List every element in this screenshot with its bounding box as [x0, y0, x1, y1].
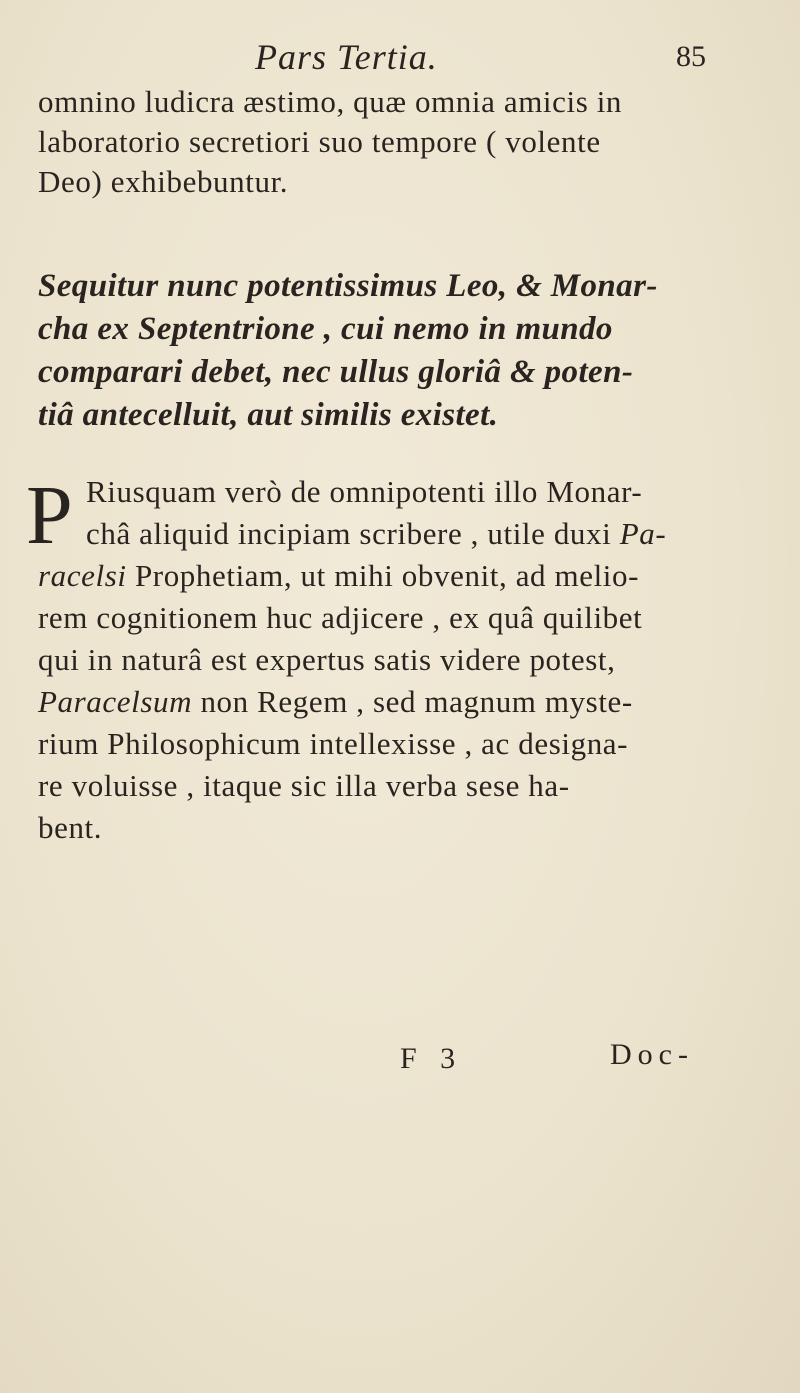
body-line-2 [86, 516, 666, 552]
section-heading-line-2: cha ex Septentrione , cui nemo in mundo [38, 311, 613, 347]
page-footer [0, 1032, 800, 1092]
drop-cap: P [26, 469, 73, 562]
intro-line-3: Deo) exhibebuntur. [38, 164, 289, 199]
body-line-6-text: non Regem , sed magnum myste- [200, 684, 633, 719]
page-number: 85 [676, 40, 706, 73]
body-line-3-italic: racelsi [38, 558, 127, 593]
page-header [0, 30, 800, 80]
section-heading-line-4: tiâ antecelluit, aut similis existet. [38, 397, 499, 433]
body-line-1: Riusquam verò de omnipotenti illo Monar- [86, 474, 643, 509]
intro-line-1: omnino ludicra æstimo, quæ omnia amicis in [38, 84, 623, 119]
catchword: Doc- [610, 1038, 694, 1071]
body-line-6 [38, 684, 633, 720]
section-heading-line-3: comparari debet, nec ullus gloriâ & poten- [38, 354, 634, 390]
body-line-8: re voluisse , itaque sic illa verba sese ha- [38, 768, 570, 803]
body-line-2-text: châ aliquid incipiam scribere , utile duxi [86, 516, 612, 551]
signature-mark: F 3 [400, 1042, 464, 1075]
body-line-4: rem cognitionem huc adjicere , ex quâ quilibet [38, 600, 643, 635]
body-line-9: bent. [38, 810, 103, 845]
section-heading-line-1: Sequitur nunc potentissimus Leo, & Monar- [38, 268, 658, 304]
intro-line-2: laboratorio secretiori suo tempore ( volente [38, 124, 601, 159]
running-title: Pars Tertia. [255, 37, 438, 77]
body-line-3 [38, 558, 639, 594]
body-line-5: qui in naturâ est expertus satis videre potest, [38, 642, 616, 677]
body-line-7: rium Philosophicum intellexisse , ac designa- [38, 726, 629, 761]
body-line-2-italic: Pa- [619, 516, 667, 551]
body-line-6-italic: Paracelsum [38, 684, 193, 719]
body-line-3-text: Prophetiam, ut mihi obvenit, ad melio- [134, 558, 640, 593]
